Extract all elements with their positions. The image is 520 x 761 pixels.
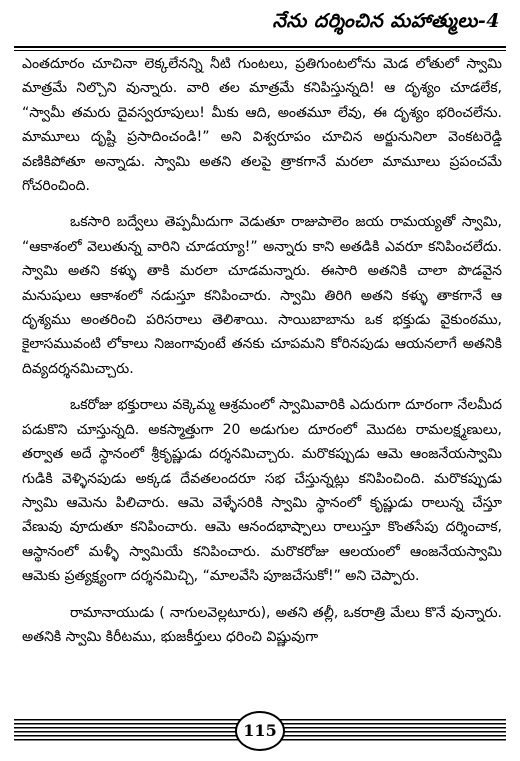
page-footer [14,709,506,753]
paragraph: ఒకరోజు భక్తురాలు వక్కెమ్మ ఆశ్రమంలో స్వామివారికి ఎదురుగా దూరంగా నేలమీద పడుకొని చూస్తున్నది. అకస్మాత్తుగా 20 అడుగుల దూరంలో మొదట రామలక్ష్మణులు, తర్వాత అదే స్థానంలో శ్రీకృష్ణుడు దర్శనమిచ్చారు. మరొకప్పుడు ఆమె ఆంజనేయస్వామి గుడికి వెళ్ళినపుడు అక్కడ దేవతలందరూ సభ చేస్తున్నట్లు కనిపించింది. మరొకప్పుడు స్వామి ఆమెను పిలిచారు. ఆమె వెళ్ళేసరికి స్వామి స్థానంలో కృష్ణుడు రాలున్న చేస్తూ వేణువు వూదుతూ కనిపించారు. ఆమె ఆనందభాష్పాలు రాలుస్తూ కొంతసేపు దర్శించాక, ఆస్థానంలో మళ్ళీ స్వామియే కనిపించారు. మరొకరోజు ఆలయంలో ఆంజనేయస్వామి ఆమెకు ప్రత్యక్ష్యంగా దర్శనమిచ్చి, “మాలవేసి పూజచేసుకో!” అని చెప్పారు. [22,397,502,585]
paragraph: ఎంతదూరం చూచినా లెక్కలేనన్ని నీటి గుంటలు, ప్రతిగుంటలోను మెడ లోతులో స్వామి మాత్రమే నిల్చొని వున్నారు. వారి తల మాత్రమే కనిపిస్తున్నది! ఆ దృశ్యం చూడలేక, “స్వామీ తమరు దైవస్వరూపులు! మీకు ఆది, అంతమూ లేవు, ఈ దృశ్యం భరించలేను. మామూలు దృష్టి ప్రసాదించండి!” అని విశ్వరూపం చూచిన అర్జునునిలా వెంకటరెడ్డి వణికిపోతూ అన్నాడు. స్వామి అతని తలపై త్రాకగానే మరలా మామూలు ప్రపంచమే గోచరించింది. [22,56,502,195]
page-number: 115 [235,711,285,751]
header-rule [14,46,506,48]
body-text [22,52,502,661]
paragraph: రామానాయుడు ( నాగులవెల్లటూరు), అతని తల్లీ, ఒకరాత్రి మేలు కొనే వున్నారు. అతనికి స్వామి కిరీటము, భుజకీర్తులు ధరించి విష్ణువుగా [22,604,502,645]
running-title: నేను దర్శించిన మహాత్ములు-4 [272,10,500,32]
header-rule-thin [14,50,506,51]
page-header [14,8,506,48]
paragraph: ఒకసారి బద్వేలు తెప్పమీదుగా వెడుతూ రాజుపాలెం జయ రామయ్యతో స్వామి, “ఆకాశంలో వెలుతున్న వారిని చూడయ్యా!” అన్నారు కాని అతడికి ఎవరూ కనిపించలేదు. స్వామి అతని కళ్ళు తాకి మరలా చూడమన్నారు. ఈసారి అతనికి చాలా పొడవైన మనుషులు ఆకాశంలో నడుస్తూ కనిపించారు. స్వామి తిరిగి అతని కళ్ళు తాకగానే ఆ దృశ్యము అంతరించి పరిసరాలు తెలిశాయి. సాయిబాబాను ఒక భక్తుడు వైకుంఠము, కైలాసమువంటి లోకాలు నిజంగావుంటే తనకు చూపమని కోరినపుడు ఆయనలాగే అతనికి దివ్యదర్శనమిచ్చారు. [22,214,502,377]
